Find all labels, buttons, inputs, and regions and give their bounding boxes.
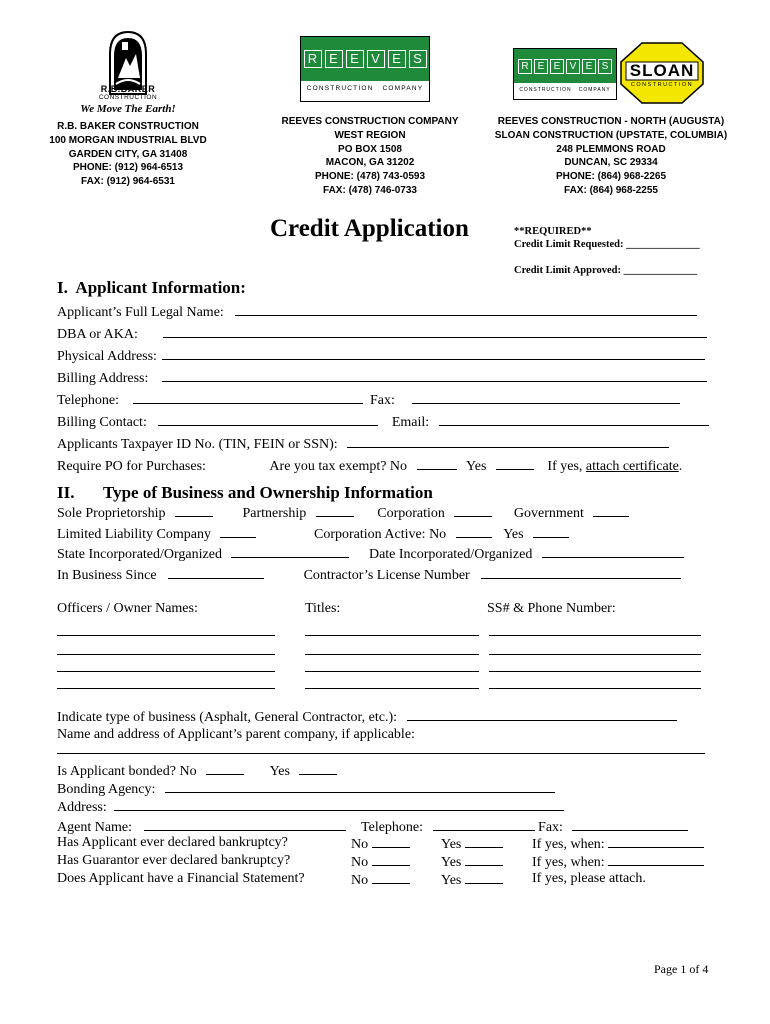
officer-title-field[interactable]: [305, 675, 479, 689]
officer-title-field[interactable]: [305, 641, 479, 655]
row-business-type: [57, 503, 629, 521]
reeves-letter: E: [582, 59, 596, 74]
page-title: Credit Application: [270, 215, 469, 242]
reeves-west-phone: PHONE: (478) 743-0593: [314, 171, 426, 183]
row-llc: [57, 524, 569, 542]
reeves-north-logo-sub: CONSTRUCTION COMPANY: [519, 87, 611, 93]
telephone-field[interactable]: [133, 390, 363, 404]
corp-active-label: Corporation Active: No: [313, 527, 447, 542]
rb-baker-address: [48, 120, 208, 189]
q-bankrupt-no: [351, 834, 410, 854]
q-financial-no-field[interactable]: [372, 870, 410, 884]
row-taxpayer-id: [57, 434, 669, 452]
row-billing-contact: [57, 412, 709, 430]
yes-label: Yes: [441, 873, 462, 888]
row-bonding-agency: [57, 779, 555, 797]
bonded-no-field[interactable]: [206, 761, 244, 775]
in-business-field[interactable]: [168, 565, 264, 579]
page-number: Page 1 of 4: [654, 962, 709, 976]
row-type-business: [57, 707, 677, 725]
government-label: Government: [513, 506, 584, 521]
reeves-letter: E: [388, 50, 406, 68]
fax-label: Fax:: [370, 393, 395, 408]
q-guarantor-label: Has Guarantor ever declared bankruptcy?: [57, 853, 291, 868]
reeves-north-address: [480, 115, 742, 198]
reeves-north-city: DUNCAN, SC 29334: [564, 157, 658, 169]
officer-ss-field[interactable]: [489, 658, 701, 672]
corporation-label: Corporation: [377, 506, 445, 521]
reeves-west-address: [270, 115, 470, 198]
type-business-label: Indicate type of business (Asphalt, General Contractor, etc.):: [57, 710, 397, 725]
email-label: Email:: [391, 415, 430, 430]
rb-baker-street: 100 MORGAN INDUSTRIAL BLVD: [49, 134, 207, 146]
officer-ss-field[interactable]: [489, 675, 701, 689]
sloan-name: SLOAN CONSTRUCTION (UPSTATE, COLUMBIA): [494, 129, 728, 141]
type-business-field[interactable]: [407, 707, 677, 721]
reeves-west-fax: FAX: (478) 746-0733: [323, 184, 417, 196]
government-field[interactable]: [593, 503, 629, 517]
q-bankrupt-yes: [441, 834, 503, 854]
reeves-letter: E: [550, 59, 564, 74]
if-yes-when-label: If yes, when:: [532, 837, 605, 852]
no-label: No: [351, 837, 369, 852]
reeves-west-name: REEVES CONSTRUCTION COMPANY: [281, 116, 459, 127]
titles-header: Titles:: [305, 601, 341, 616]
rb-baker-tagline: We Move The Earth!: [80, 103, 176, 115]
row-physical-address: [57, 346, 705, 364]
reeves-letter: S: [409, 50, 427, 68]
bonded-label: Is Applicant bonded? No: [57, 764, 197, 779]
corp-active-no-field[interactable]: [456, 524, 492, 538]
row-po-tax: [57, 456, 682, 474]
date-inc-field[interactable]: [542, 544, 684, 558]
no-label: No: [351, 873, 369, 888]
physical-address-field[interactable]: [162, 346, 705, 360]
rb-baker-name: R.B. BAKER CONSTRUCTION: [57, 121, 199, 132]
contractor-license-label: Contractor’s License Number: [303, 568, 470, 583]
in-business-label: In Business Since: [57, 568, 157, 583]
officer-name-field[interactable]: [57, 641, 275, 655]
sole-prop-field[interactable]: [175, 503, 213, 517]
required-label: **REQUIRED**: [514, 226, 592, 237]
reeves-north-street: 248 PLEMMONS ROAD: [556, 143, 666, 155]
date-inc-label: Date Incorporated/Organized: [368, 547, 533, 562]
section-1-heading: I. Applicant Information:: [57, 278, 246, 297]
officer-ss-field[interactable]: [489, 622, 701, 636]
reeves-letter: S: [598, 59, 612, 74]
row-bonded: [57, 761, 337, 779]
section-2-heading: Type of Business and Ownership Information: [103, 483, 433, 502]
agent-telephone-label: Telephone:: [361, 820, 424, 835]
llc-label: Limited Liability Company: [57, 527, 211, 542]
parent-company-field[interactable]: [57, 740, 705, 754]
q-guarantor-no-field[interactable]: [372, 852, 410, 866]
reeves-letter: E: [534, 59, 548, 74]
sloan-logo-sub: CONSTRUCTION: [630, 82, 694, 88]
reeves-west-logo-sub: CONSTRUCTION COMPANY: [306, 85, 424, 92]
sloan-logo: [620, 42, 704, 104]
officer-ss-field[interactable]: [489, 641, 701, 655]
agent-telephone-field[interactable]: [433, 817, 535, 831]
reeves-north-phone: PHONE: (864) 968-2265: [555, 171, 667, 183]
tax-exempt-no-field[interactable]: [417, 456, 457, 470]
rb-baker-phone: PHONE: (912) 964-6513: [72, 162, 184, 174]
row-state-inc: [57, 544, 684, 562]
reeves-letter: V: [566, 59, 580, 74]
bonding-address-label: Address:: [57, 800, 107, 815]
fax-field[interactable]: [412, 390, 680, 404]
credit-limit-requested[interactable]: Credit Limit Requested: ______________: [514, 239, 700, 250]
require-po-label: Require PO for Purchases:: [57, 459, 206, 474]
dba-field[interactable]: [163, 324, 707, 338]
reeves-letter: E: [346, 50, 364, 68]
no-label: No: [351, 855, 369, 870]
q-financial-yes: [441, 870, 503, 890]
contractor-license-field[interactable]: [481, 565, 681, 579]
agent-name-field[interactable]: [144, 817, 346, 831]
if-yes-when-label: If yes, when:: [532, 855, 605, 870]
row-billing-address: [57, 368, 707, 386]
q-bankrupt-no-field[interactable]: [372, 834, 410, 848]
partnership-field[interactable]: [316, 503, 354, 517]
tax-exempt-label: Are you tax exempt? No: [269, 459, 408, 474]
bonding-agency-label: Bonding Agency:: [57, 782, 156, 797]
q-financial-no: [351, 870, 410, 890]
officer-title-field[interactable]: [305, 622, 479, 636]
reeves-west-letters: [301, 37, 429, 81]
billing-contact-field[interactable]: [158, 412, 378, 426]
yes-label: Yes: [441, 855, 462, 870]
llc-field[interactable]: [220, 524, 256, 538]
reeves-north-logo: [513, 48, 617, 100]
full-legal-name-field[interactable]: [235, 302, 697, 316]
q-guarantor-yes: [441, 852, 503, 872]
agent-fax-field[interactable]: [572, 817, 688, 831]
attach-period: .: [678, 459, 683, 474]
reeves-letter: E: [325, 50, 343, 68]
bonding-address-field[interactable]: [114, 797, 564, 811]
reeves-west-region: WEST REGION: [334, 129, 406, 141]
agent-name-label: Agent Name:: [57, 820, 133, 835]
bonded-yes-field[interactable]: [299, 761, 337, 775]
sole-prop-label: Sole Proprietorship: [57, 506, 166, 521]
dba-label: DBA or AKA:: [57, 327, 138, 342]
taxpayer-id-label: Applicants Taxpayer ID No. (TIN, FEIN or SSN):: [57, 437, 338, 452]
corp-active-yes-label: Yes: [503, 527, 524, 542]
credit-limit-approved[interactable]: Credit Limit Approved: ______________: [514, 265, 698, 276]
row-in-business: [57, 565, 681, 583]
billing-address-field[interactable]: [162, 368, 707, 382]
reeves-west-pobox: PO BOX 1508: [338, 143, 402, 155]
q-guarantor-when: [532, 852, 704, 872]
telephone-label: Telephone:: [57, 393, 119, 408]
full-legal-name-label: Applicant’s Full Legal Name:: [57, 305, 224, 320]
attach-certificate-link[interactable]: attach certificate: [585, 459, 679, 474]
reeves-north-fax: FAX: (864) 968-2255: [564, 184, 658, 196]
row-full-legal-name: [57, 302, 697, 320]
reeves-north-name: REEVES CONSTRUCTION - NORTH (AUGUSTA): [497, 116, 725, 127]
partnership-label: Partnership: [242, 506, 307, 521]
physical-address-label: Physical Address:: [57, 349, 157, 364]
row-address: [57, 797, 564, 815]
officer-name-field[interactable]: [57, 675, 275, 689]
row-dba: [57, 324, 707, 342]
corporation-field[interactable]: [454, 503, 492, 517]
q-guarantor-when-field[interactable]: [608, 852, 704, 866]
row-telephone: [57, 390, 680, 408]
q-guarantor-yes-field[interactable]: [465, 852, 503, 866]
reeves-west-city: MACON, GA 31202: [325, 157, 415, 169]
q-financial-label: Does Applicant have a Financial Statement?: [57, 871, 305, 886]
taxpayer-id-field[interactable]: [347, 434, 669, 448]
sloan-logo-text: SLOAN: [629, 61, 695, 80]
officers-header: Officers / Owner Names:: [57, 601, 198, 616]
section-2-number: II.: [57, 483, 75, 502]
bonded-yes-label: Yes: [269, 764, 290, 779]
q-bankrupt-when: [532, 834, 704, 854]
q-bankrupt-label: Has Applicant ever declared bankruptcy?: [57, 835, 288, 850]
q-bankrupt-yes-field[interactable]: [465, 834, 503, 848]
tax-exempt-yes-field[interactable]: [496, 456, 534, 470]
state-inc-label: State Incorporated/Organized: [57, 547, 222, 562]
reeves-letter: R: [304, 50, 322, 68]
reeves-letter: V: [367, 50, 385, 68]
q-financial-attach: If yes, please attach.: [532, 871, 646, 886]
email-field[interactable]: [439, 412, 709, 426]
rb-baker-fax: FAX: (912) 964-6531: [81, 176, 175, 188]
officer-name-field[interactable]: [57, 622, 275, 636]
yes-label: Yes: [441, 837, 462, 852]
billing-contact-label: Billing Contact:: [57, 415, 147, 430]
rb-baker-logo-text: R.B.BAKER: [100, 84, 156, 94]
reeves-west-logo: [300, 36, 430, 102]
q-financial-yes-field[interactable]: [465, 870, 503, 884]
tax-if-yes-label: If yes,: [547, 459, 583, 474]
agent-fax-label: Fax:: [538, 820, 563, 835]
corp-active-yes-field[interactable]: [533, 524, 569, 538]
reeves-letter: R: [518, 59, 532, 74]
tax-exempt-yes-label: Yes: [466, 459, 487, 474]
rb-baker-logo-sub: CONSTRUCTION: [98, 94, 158, 101]
billing-address-label: Billing Address:: [57, 371, 149, 386]
q-guarantor-no: [351, 852, 410, 872]
rb-baker-city: GARDEN CITY, GA 31408: [68, 148, 188, 160]
state-inc-field[interactable]: [231, 544, 349, 558]
reeves-north-letters: [514, 49, 616, 83]
q-bankrupt-when-field[interactable]: [608, 834, 704, 848]
bonding-agency-field[interactable]: [165, 779, 555, 793]
row-agent: [57, 817, 688, 835]
officer-name-field[interactable]: [57, 658, 275, 672]
ss-phone-header: SS# & Phone Number:: [487, 601, 616, 616]
parent-company-label: Name and address of Applicant’s parent company, if applicable:: [57, 727, 415, 742]
officer-title-field[interactable]: [305, 658, 479, 672]
